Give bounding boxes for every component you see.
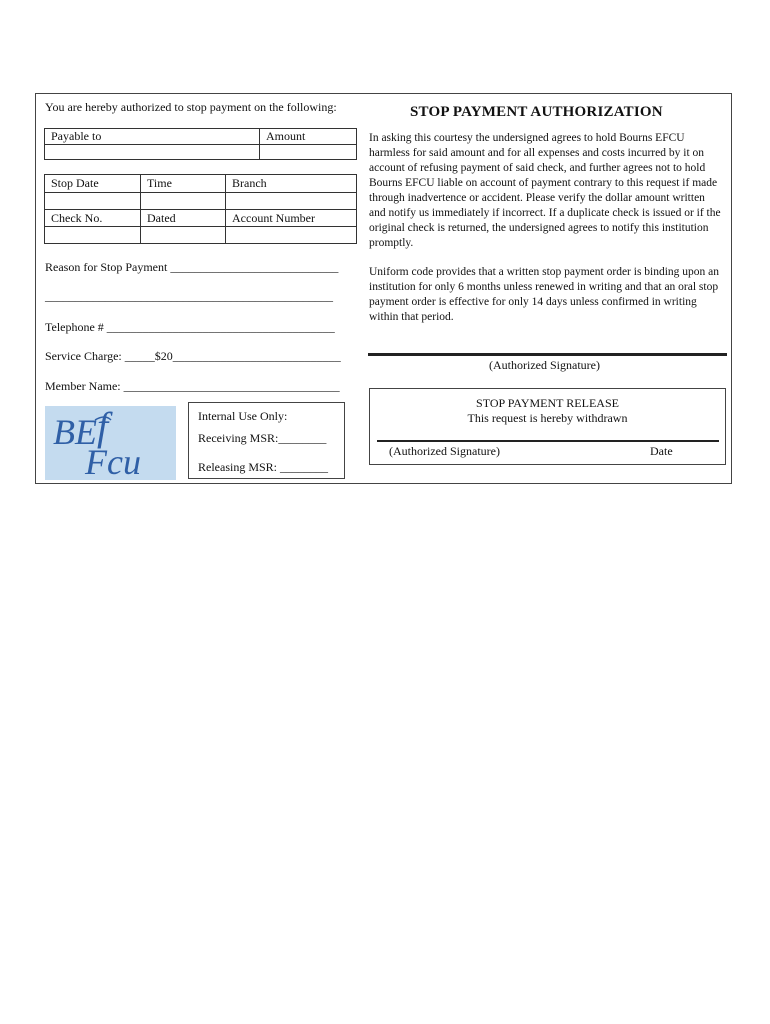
authorized-signature-label: (Authorized Signature): [489, 358, 600, 372]
branch-label: Branch: [226, 175, 357, 193]
release-date-label: Date: [650, 444, 673, 458]
check-no-field[interactable]: [45, 227, 141, 244]
check-details-table: [44, 174, 357, 244]
payable-to-field[interactable]: [45, 145, 260, 160]
authorized-signature-line[interactable]: [368, 353, 727, 356]
release-signature-line[interactable]: [377, 440, 719, 442]
dated-field[interactable]: [141, 227, 226, 244]
time-field[interactable]: [141, 193, 226, 210]
authorization-title: STOP PAYMENT AUTHORIZATION: [410, 104, 663, 120]
release-signature-label: (Authorized Signature): [389, 444, 500, 458]
receiving-msr-field[interactable]: Receiving MSR:________: [198, 431, 327, 445]
releasing-msr-field[interactable]: Releasing MSR: ________: [198, 460, 329, 474]
telephone-field[interactable]: Telephone # ______________________________________: [45, 320, 335, 334]
account-number-field[interactable]: [226, 227, 357, 244]
authorization-paragraph-2: Uniform code provides that a written stop payment order is binding upon an institution for only 6 months unless renewed in writing and that an oral stop payment order is effective for only 14 days unless confirmed in writing within that period.: [369, 266, 720, 323]
authorization-paragraph-1: In asking this courtesy the undersigned agrees to hold Bourns EFCU harmless for said amount and for all expenses and costs incurred by it on account of refusing payment of said check, and further agrees not to hold Bourns EFCU liable on account of payment contrary to this request if made through inadvertence or accident. Please verify the dollar amount written and notify us immediately if incorrect. If a duplicate check is issued or if the original check is returned, the undersigned agrees to notify this institution promptly.: [369, 132, 721, 249]
svg-text:BE: BE: [53, 412, 97, 452]
branch-field[interactable]: [226, 193, 357, 210]
account-number-label: Account Number: [226, 210, 357, 227]
reason-line-2[interactable]: ________________________________________________: [45, 289, 333, 303]
befcu-logo: [45, 406, 176, 480]
release-title: STOP PAYMENT RELEASE: [476, 396, 619, 410]
member-name-field[interactable]: Member Name: ____________________________________: [45, 379, 340, 393]
svg-text:Fcu: Fcu: [85, 442, 141, 480]
reason-field[interactable]: Reason for Stop Payment ____________________________: [45, 260, 339, 274]
intro-text: You are hereby authorized to stop payment on the following:: [45, 100, 337, 114]
payee-amount-table: [44, 128, 357, 160]
time-label: Time: [141, 175, 226, 193]
stop-payment-form: [35, 93, 732, 484]
payable-to-label: Payable to: [45, 129, 260, 145]
internal-use-box: [188, 402, 345, 479]
dated-label: Dated: [141, 210, 226, 227]
svg-text:f: f: [97, 406, 109, 449]
stop-date-label: Stop Date: [45, 175, 141, 193]
release-subtitle: This request is hereby withdrawn: [467, 411, 628, 425]
check-no-label: Check No.: [45, 210, 141, 227]
befcu-logo-mark: [45, 406, 176, 480]
amount-label: Amount: [260, 129, 357, 145]
amount-field[interactable]: [260, 145, 357, 160]
internal-use-title: Internal Use Only:: [198, 409, 288, 423]
stop-payment-release-box: [369, 388, 726, 465]
stop-date-field[interactable]: [45, 193, 141, 210]
service-charge-field[interactable]: Service Charge: _____$20____________________________: [45, 349, 341, 363]
